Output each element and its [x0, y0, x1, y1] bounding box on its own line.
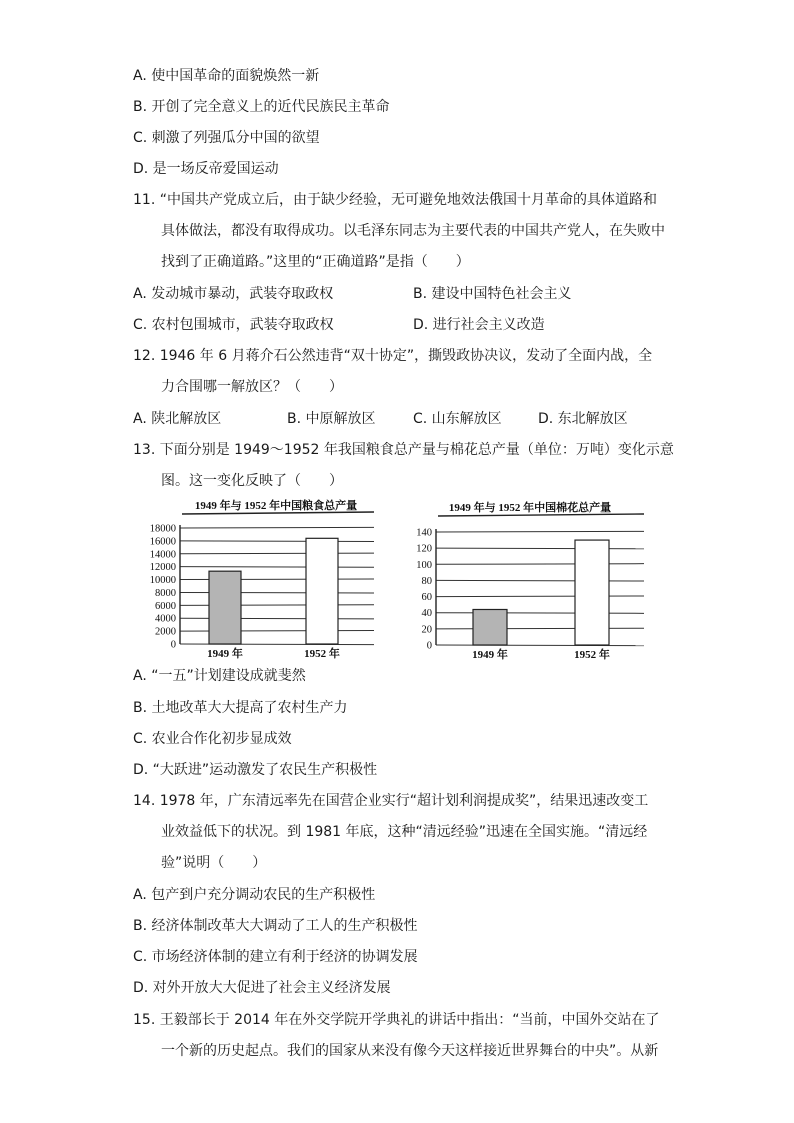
grain-chart-gridline: [180, 527, 374, 528]
cotton-chart-title: 1949 年与 1952 年中国棉花总产量: [448, 502, 612, 514]
cotton-output-chart: [400, 496, 660, 660]
q10-option-d: D. 是一场反帝爱国运动: [133, 161, 279, 177]
q11-option-d: D. 进行社会主义改造: [413, 317, 545, 333]
q12-stem-line-1: 12. 1946 年 6 月蒋介石公然违背“双十协定”，撕毁政协决议，发动了全面内战，全: [133, 348, 653, 364]
grain-output-chart-svg: [138, 496, 380, 660]
cotton-output-chart-svg: [400, 496, 660, 660]
cotton-chart-ytick-label: 0: [426, 640, 432, 652]
q14-stem-line-2: 业效益低下的状况。到 1981 年底，这种“清远经验”迅速在全国实施。“清远经: [161, 824, 648, 840]
q14-option-c: C. 市场经济体制的建立有利于经济的协调发展: [133, 949, 418, 965]
cotton-chart-bar: [575, 540, 609, 645]
grain-chart-xtick-label: 1952 年: [304, 648, 340, 660]
cotton-chart-ytick-label: 40: [421, 608, 432, 620]
q13-option-b: B. 土地改革大大提高了农村生产力: [133, 700, 348, 716]
cotton-chart-ytick-label: 140: [416, 527, 432, 539]
q14-option-d: D. 对外开放大大促进了社会主义经济发展: [133, 980, 391, 996]
q11-stem-line-3: 找到了正确道路。”这里的“正确道路”是指（ ）: [161, 254, 470, 270]
q14-stem-line-3: 验”说明（ ）: [161, 855, 267, 871]
cotton-chart-gridline: [436, 548, 644, 549]
q12-option-c: C. 山东解放区: [413, 411, 502, 427]
q15-stem-line-2: 一个新的历史起点。我们的国家从来没有像今天这样接近世界舞台的中央”。从新: [161, 1043, 659, 1059]
grain-chart-ytick-label: 18000: [149, 523, 176, 535]
grain-chart-bar: [306, 538, 338, 644]
q13-option-a: A. “一五”计划建设成就斐然: [133, 668, 306, 684]
q12-stem-line-2: 力合围哪一解放区？（ ）: [161, 379, 343, 395]
cotton-chart-bar: [473, 609, 507, 645]
grain-chart-title-underline: [182, 512, 374, 514]
q15-stem-line-1: 15. 王毅部长于 2014 年在外交学院开学典礼的讲话中指出：“当前，中国外交站在了: [133, 1012, 660, 1028]
q10-option-c: C. 刺激了列强瓜分中国的欲望: [133, 130, 320, 146]
cotton-chart-gridline: [436, 645, 644, 646]
q12-option-a: A. 陕北解放区: [133, 411, 222, 427]
cotton-chart-gridline: [436, 531, 644, 532]
grain-chart-bar: [209, 571, 241, 644]
grain-chart-ytick-label: 0: [170, 639, 176, 651]
cotton-chart-ytick-label: 100: [416, 559, 432, 571]
grain-chart-ytick-label: 14000: [149, 549, 176, 561]
grain-chart-title: 1949 年与 1952 年中国粮食总产量: [194, 500, 358, 512]
q10-option-b: B. 开创了完全意义上的近代民族民主革命: [133, 99, 390, 115]
cotton-chart-title-underline: [438, 514, 644, 516]
grain-chart-gridline: [180, 541, 374, 542]
q13-stem-line-2: 图。这一变化反映了（ ）: [161, 473, 343, 489]
q11-option-a: A. 发动城市暴动，武装夺取政权: [133, 286, 334, 302]
q14-stem-line-1: 14. 1978 年，广东清远率先在国营企业实行“超计划利润提成奖”，结果迅速改变工: [133, 793, 649, 809]
q11-stem-line-1: 11. “中国共产党成立后，由于缺少经验，无可避免地效法俄国十月革命的具体道路和: [133, 192, 657, 208]
cotton-chart-ytick-label: 120: [416, 543, 432, 555]
q10-option-a: A. 使中国革命的面貌焕然一新: [133, 68, 320, 84]
cotton-chart-ytick-label: 20: [421, 624, 432, 636]
cotton-chart-xtick-label: 1952 年: [574, 649, 610, 660]
q12-option-d: D. 东北解放区: [538, 411, 628, 427]
q11-option-b: B. 建设中国特色社会主义: [413, 286, 572, 302]
grain-chart-ytick-label: 12000: [149, 562, 176, 574]
cotton-chart-xtick-label: 1949 年: [472, 649, 508, 660]
q13-option-d: D. “大跃进”运动激发了农民生产积极性: [133, 762, 378, 778]
cotton-chart-gridline: [436, 613, 644, 614]
cotton-chart-gridline: [436, 628, 644, 629]
grain-chart-xtick-label: 1949 年: [207, 648, 243, 660]
grain-chart-ytick-label: 10000: [149, 575, 176, 587]
cotton-chart-gridline: [436, 580, 644, 581]
grain-chart-ytick-label: 4000: [155, 613, 176, 625]
q13-option-c: C. 农业合作化初步显成效: [133, 731, 292, 747]
grain-chart-ytick-label: 2000: [155, 626, 176, 638]
q14-option-b: B. 经济体制改革大大调动了工人的生产积极性: [133, 918, 418, 934]
cotton-chart-gridline: [436, 596, 644, 597]
grain-chart-gridline: [180, 567, 374, 568]
grain-chart-gridline: [180, 553, 374, 554]
q11-option-c: C. 农村包围城市，武装夺取政权: [133, 317, 334, 333]
q13-stem-line-1: 13. 下面分别是 1949～1952 年我国粮食总产量与棉花总产量（单位：万吨）变化示意: [133, 442, 674, 458]
cotton-chart-ytick-label: 80: [421, 575, 432, 587]
cotton-chart-gridline: [436, 564, 644, 565]
grain-chart-ytick-label: 6000: [155, 600, 176, 612]
grain-output-chart: [138, 496, 380, 660]
q11-stem-line-2: 具体做法，都没有取得成功。以毛泽东同志为主要代表的中国共产党人，在失败中: [161, 223, 665, 239]
grain-chart-ytick-label: 16000: [149, 536, 176, 548]
q12-option-b: B. 中原解放区: [287, 411, 376, 427]
q14-option-a: A. 包产到户充分调动农民的生产积极性: [133, 887, 376, 903]
grain-chart-ytick-label: 8000: [155, 587, 176, 599]
cotton-chart-ytick-label: 60: [421, 592, 432, 604]
